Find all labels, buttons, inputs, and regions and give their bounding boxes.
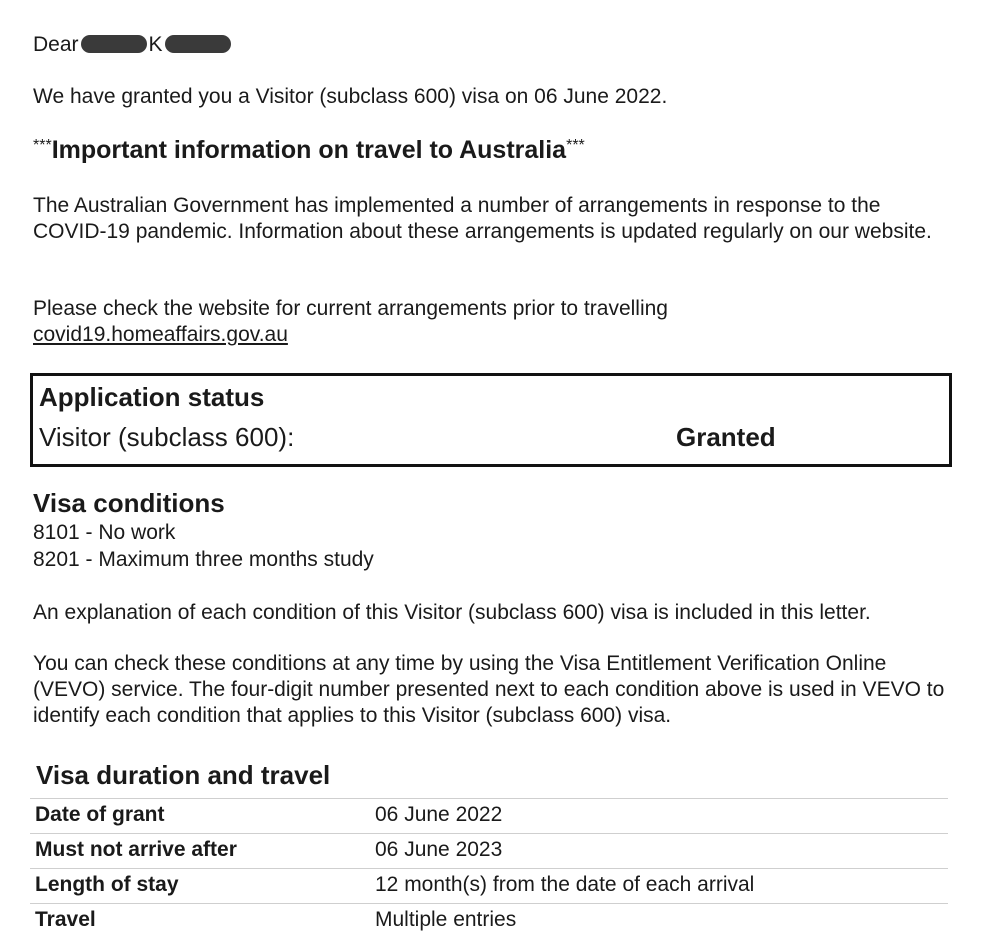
important-heading-text: Important information on travel to Australia bbox=[51, 136, 567, 164]
website-link-line bbox=[33, 322, 288, 348]
covid-website-link[interactable]: covid19.homeaffairs.gov.au bbox=[33, 323, 288, 346]
table-row bbox=[30, 798, 948, 833]
application-status-box bbox=[30, 373, 952, 467]
row-label: Date of grant bbox=[35, 803, 165, 826]
greeting-prefix: Dear bbox=[33, 33, 79, 56]
application-status-label: Visitor (subclass 600): bbox=[39, 422, 295, 452]
row-value: 12 month(s) from the date of each arrival bbox=[375, 873, 755, 896]
visa-duration-table bbox=[30, 798, 948, 938]
visa-conditions-heading: Visa conditions bbox=[33, 488, 225, 518]
grant-sentence: We have granted you a Visitor (subclass 600) visa on 06 June 2022. bbox=[33, 85, 668, 108]
row-value: 06 June 2023 bbox=[375, 838, 503, 861]
stars-right: *** bbox=[566, 137, 585, 154]
explanation-text: An explanation of each condition of this Visitor (subclass 600) visa is included in this letter. bbox=[33, 601, 871, 624]
table-row bbox=[30, 868, 948, 903]
greeting bbox=[33, 32, 231, 58]
row-label: Length of stay bbox=[35, 873, 179, 896]
row-value: 06 June 2022 bbox=[375, 803, 503, 826]
table-row bbox=[30, 833, 948, 868]
greeting-initial: K bbox=[148, 33, 163, 56]
row-label: Travel bbox=[35, 908, 96, 931]
application-status-title: Application status bbox=[39, 382, 265, 412]
covid-paragraph: The Australian Government has implemented a number of arrangements in response to the COVID-19 pandemic. Information about these arrangements is updated regularly on our website. bbox=[33, 194, 932, 243]
stars-left: *** bbox=[33, 137, 52, 154]
check-website-text: Please check the website for current arrangements prior to travelling bbox=[33, 297, 668, 320]
application-status-value: Granted bbox=[676, 422, 776, 452]
row-value: Multiple entries bbox=[375, 908, 517, 931]
redacted-last-name bbox=[165, 35, 231, 53]
important-heading bbox=[33, 136, 585, 165]
condition-item: 8201 - Maximum three months study bbox=[33, 548, 374, 571]
row-label: Must not arrive after bbox=[35, 838, 237, 861]
redacted-first-name bbox=[81, 35, 147, 53]
table-row bbox=[30, 903, 948, 938]
condition-item: 8101 - No work bbox=[33, 521, 176, 544]
visa-duration-heading: Visa duration and travel bbox=[36, 760, 331, 790]
vevo-paragraph: You can check these conditions at any time by using the Visa Entitlement Verification Online (VEVO) service. The four-digit number presented next to each condition above is used in VEVO to identify each condition that applies to this Visitor (subclass 600) visa. bbox=[33, 652, 945, 727]
